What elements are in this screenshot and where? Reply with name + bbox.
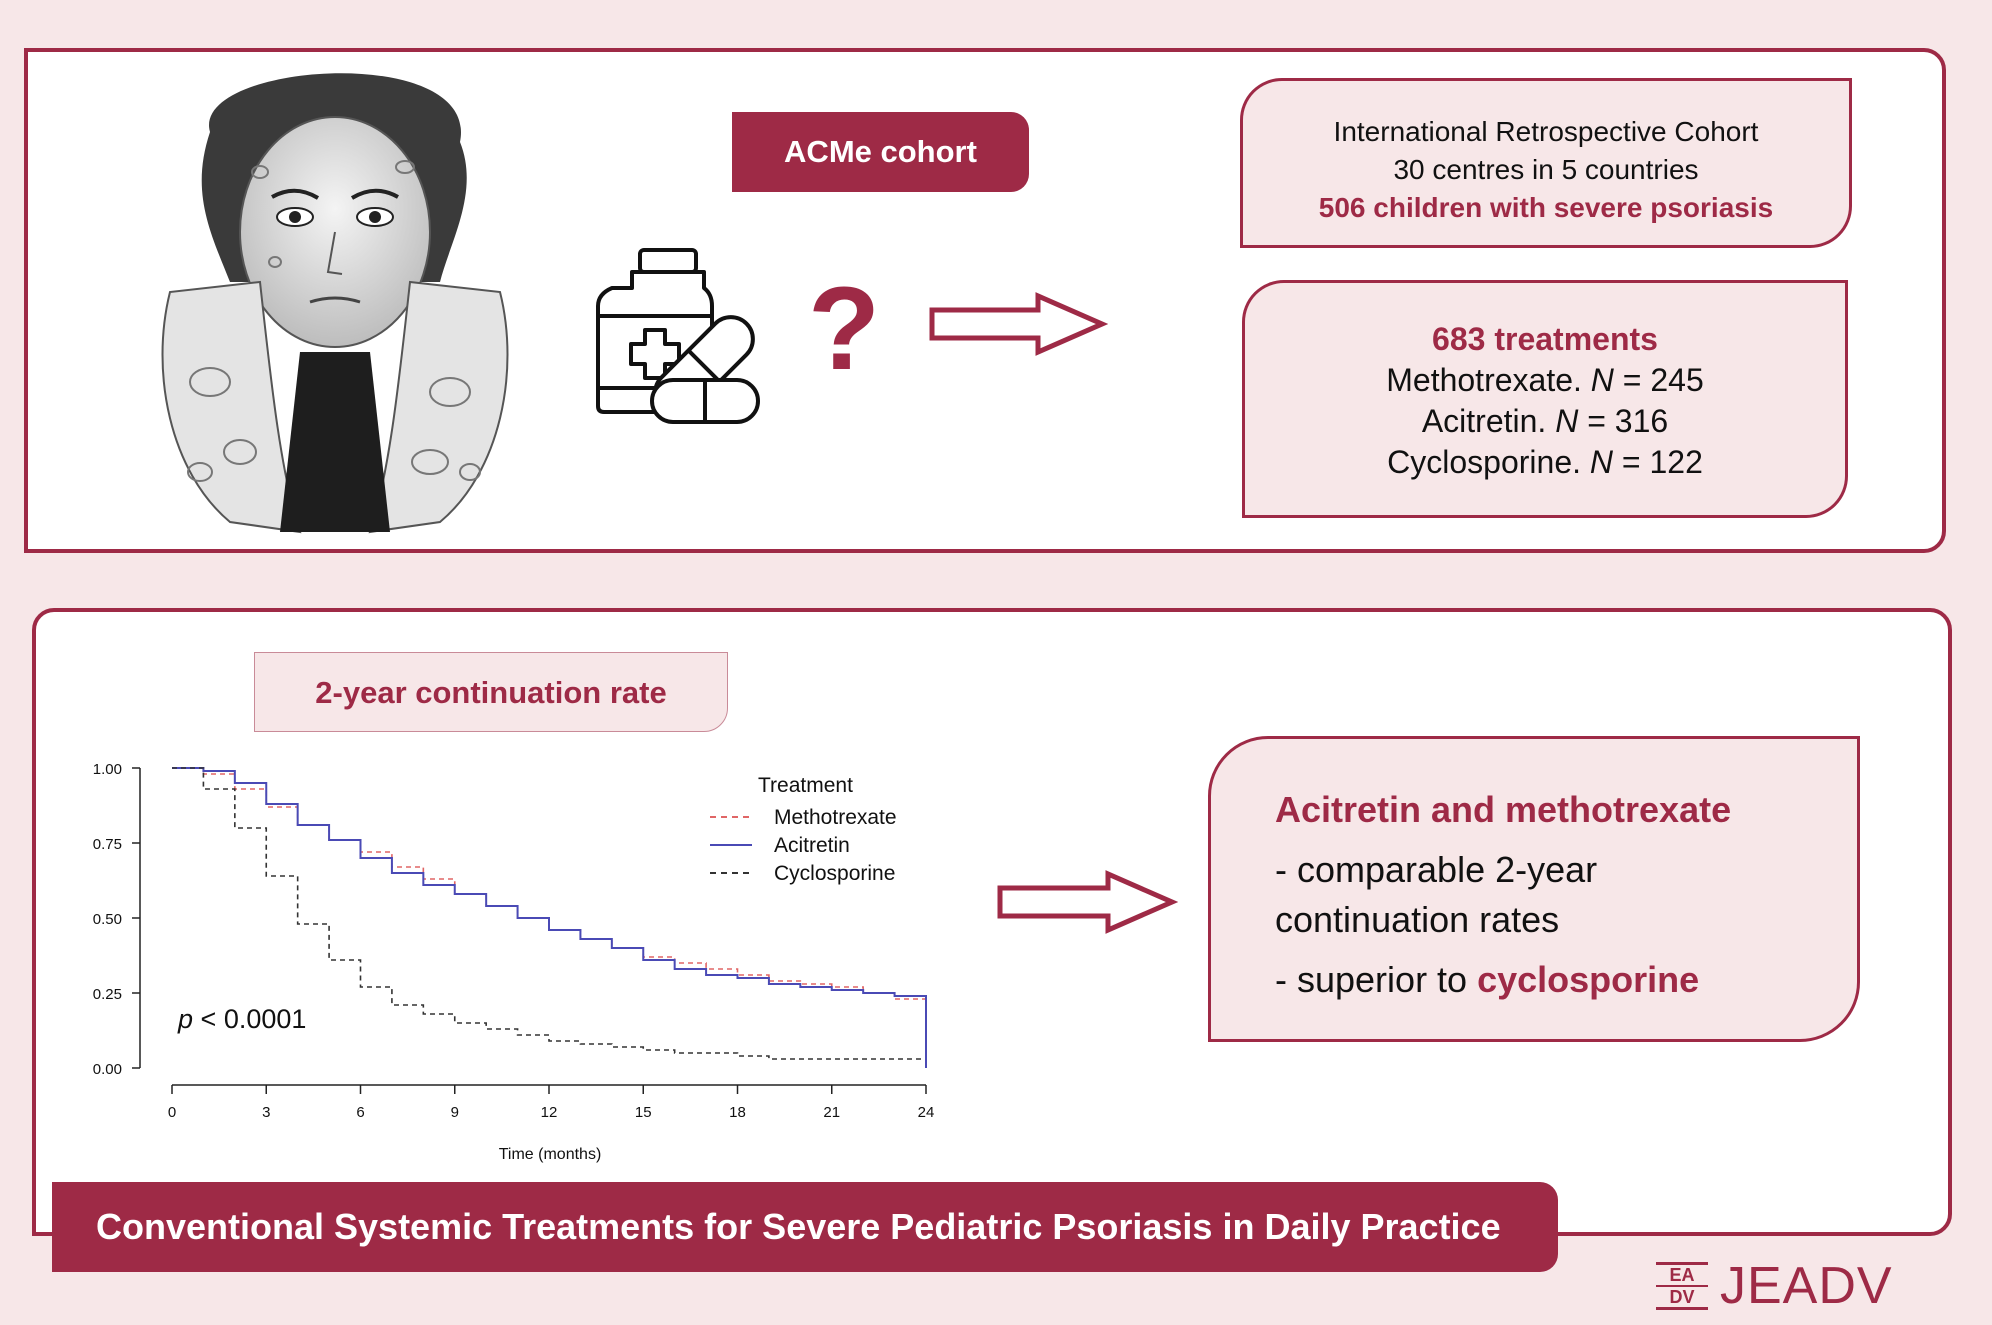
cohort-type: International Retrospective Cohort [1333,116,1759,147]
treatment-cyclosporine: Cyclosporine. N = 122 [1387,444,1703,480]
logo-mark: EA DV [1656,1262,1708,1310]
treatment-acitretin: Acitretin. N = 316 [1421,403,1669,439]
x-tick-label: 18 [729,1104,746,1121]
medicine-icon [592,248,762,428]
y-tick-label: 1.00 [92,761,122,778]
survival-chart [70,740,970,1170]
arrow-right-icon [996,870,1178,934]
question-mark: ? [808,263,881,395]
x-axis-label: Time (months) [498,1146,602,1163]
x-tick-label: 0 [167,1104,177,1121]
legend-label-methotrexate: Methotrexate [774,806,897,829]
child-illustration [150,52,520,550]
conclusion-box [1208,736,1860,1042]
treatments-box [1242,280,1848,518]
jeadv-logo [1656,1258,1893,1314]
banner-title: Conventional Systemic Treatments for Severe Pediatric Psoriasis in Daily Practice [52,1182,1558,1272]
cohort-children: 506 children with severe psoriasis [1318,192,1774,223]
conclusion-title: Acitretin and methotrexate [1275,789,1732,830]
logo-text: JEADV [1720,1257,1893,1315]
y-tick-label: 0.75 [92,836,122,853]
conclusion-point-1b: continuation rates [1275,899,1560,940]
cohort-label: ACMe cohort [732,112,1029,192]
x-tick-label: 12 [540,1104,558,1121]
treatments-total: 683 treatments [1432,321,1658,357]
conclusion-point-2: - superior to cyclosporine [1275,959,1700,1000]
arrow-right-icon [928,292,1108,356]
legend-title: Treatment [758,774,853,797]
x-tick-label: 21 [823,1104,841,1121]
y-tick-label: 0.50 [92,911,122,928]
x-tick-label: 9 [450,1104,459,1121]
cohort-info-box [1240,78,1852,248]
continuation-label: 2-year continuation rate [254,652,728,732]
x-tick-label: 15 [634,1104,652,1121]
p-value-annotation: p < 0.0001 [178,1004,307,1034]
x-tick-label: 6 [356,1104,365,1121]
y-tick-label: 0.25 [92,986,122,1003]
conclusion-point-1a: - comparable 2-year [1275,849,1598,890]
legend-label-acitretin: Acitretin [774,834,850,857]
x-tick-label: 24 [917,1104,935,1121]
treatment-methotrexate: Methotrexate. N = 245 [1386,362,1704,398]
y-tick-label: 0.00 [92,1061,122,1078]
chart-legend [710,774,897,885]
legend-label-cyclosporine: Cyclosporine [774,862,896,885]
cohort-centres: 30 centres in 5 countries [1393,154,1699,185]
x-tick-label: 3 [262,1104,271,1121]
